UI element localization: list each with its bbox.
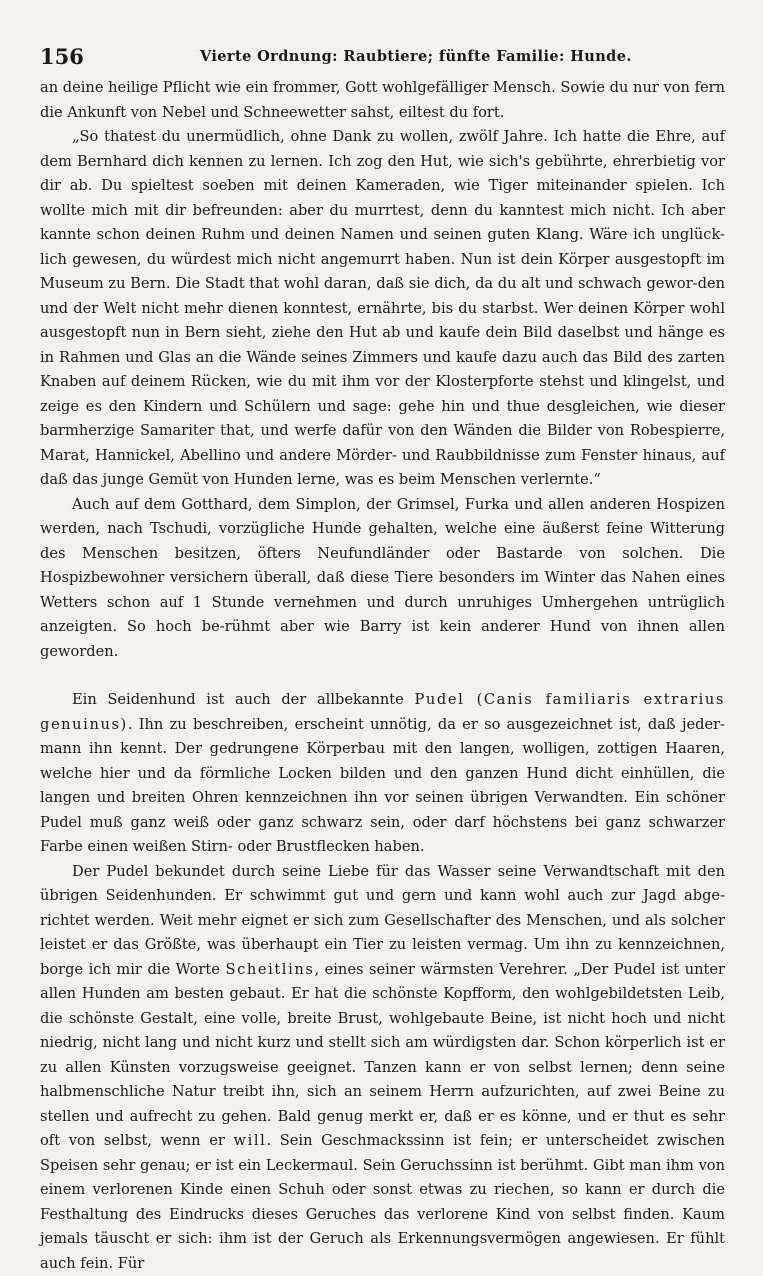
emphasized-will: will [234, 1132, 267, 1149]
pudel-intro-lead: Ein Seidenhund ist auch der allbekannte [72, 691, 414, 708]
paragraph-pudel-intro [40, 688, 725, 860]
section-gap [40, 664, 725, 688]
paragraph-pudel-character [40, 860, 725, 1276]
pudel-character-tail: . Sein Geschmackssinn ist fein; er unterscheidet zwischen Speisen sehr genau; er ist ein Leckermaul. Sein Geruchssinn ist berühmt. Gibt man ihm von einem verlorenen Kinde einen Schuh oder sonst etwas zu riechen, so kann er durch die Festhaltung des Eindrucks dieses Geruches das verlorene Kind von selbst finden. Kaum jemals täuscht er sich: ihm ist der Geruch als Erkennungsvermögen angewiesen. Er fühlt auch fein. Für [40, 1132, 725, 1272]
pudel-term: Pudel (Canis familiaris extrarius genuinus) [40, 691, 725, 733]
page-body [40, 76, 725, 1276]
paragraph-hospices: Auch auf dem Gotthard, dem Simplon, der Grimsel, Furka und allen anderen Hospizen werden, nach Tschudi, vorzügliche Hunde gehalten, welche eine äußerst feine Witterung des Menschen besitzen, öfters Neufundländer oder Bastarde von solchen. Die Hospizbewohner versichern überall, daß diese Tiere besonders im Winter das Nahen eines Wetters schon auf 1 Stunde vernehmen und durch unruhiges Umhergehen untrüglich anzeigten. So hoch be-rühmt aber wie Barry ist kein anderer Hund von ihnen allen geworden. [40, 493, 725, 665]
pudel-character-middle: , eines seiner wärmsten Verehrer. „Der Pudel ist unter allen Hunden am besten gebaut. Er hat die schönste Kopfform, den wohlgebildetsten Leib, die schönste Gestalt, eine volle, breite Brust, wohlgebaute Beine, ist nicht hoch und nicht niedrig, nicht lang und nicht kurz und stellt sich am würdigsten dar. Schon körperlich ist er zu allen Künsten vorzugsweise geeignet. Tanzen kann er von selbst lernen; denn seine halbmenschliche Natur treibt ihn, sich an seinem Herrn aufzurichten, auf zwei Beine zu stellen und aufrecht zu gehen. Bald genug merkt er, daß er es könne, und er thut es sehr oft von selbst, wenn er [40, 961, 725, 1150]
pudel-intro-rest: . Ihn zu beschreiben, erscheint unnötig, da er so ausgezeichnet ist, daß jeder-mann ihn kennt. Der gedrungene Körperbau mit den langen, wolligen, zottigen Haaren, welche hier und da förmliche Locken bilden und den ganzen Hund dicht einhüllen, die langen und breiten Ohren kennzeichnen ihn vor seinen übrigen Verwandten. Ein schöner Pudel muß ganz weiß oder ganz schwarz sein, oder darf höchstens bei ganz schwarzer Farbe einen weißen Stirn- oder Brustflecken haben. [40, 716, 725, 856]
page-number: 156 [40, 44, 84, 69]
author-name-scheitlin: Scheitlins [225, 961, 314, 978]
paragraph-barry-eulogy: „So thatest du unermüdlich, ohne Dank zu wollen, zwölf Jahre. Ich hatte die Ehre, auf dem Bernhard dich kennen zu lernen. Ich zog den Hut, wie sich's gebührte, ehrerbietig vor dir ab. Du spieltest soeben mit deinen Kameraden, wie Tiger miteinander spielen. Ich wollte mich mit dir befreunden: aber du murrtest, denn du kanntest mich nicht. Ich aber kannte schon deinen Ruhm und deinen Namen und seinen guten Klang. Wäre ich unglück-lich gewesen, du würdest mich nicht angemurrt haben. Nun ist dein Körper ausgestopft im Museum zu Bern. Die Stadt that wohl daran, daß sie dich, da du alt und schwach gewor-den und der Welt nicht mehr dienen konntest, ernährte, bis du starbst. Wer deinen Körper wohl ausgestopft nun in Bern sieht, ziehe den Hut ab und kaufe dein Bild daselbst und hänge es in Rahmen und Glas an die Wände seines Zimmers und kaufe dazu auch das Bild des zarten Knaben auf deinem Rücken, wie du mit ihm vor der Klosterpforte stehst und klingelst, und zeige es den Kindern und Schülern und sage: gehe hin und thue desgleichen, wie dieser barmherzige Samariter that, und werfe dafür von den Wänden die Bilder von Robespierre, Marat, Hannickel, Abellino und andere Mörder- und Raubbildnisse zum Fenster hinaus, auf daß das junge Gemüt von Hunden lerne, was es beim Menschen verlernte.“ [40, 125, 725, 493]
running-head: Vierte Ordnung: Raubtiere; fünfte Familie: Hunde. [200, 48, 632, 65]
pudel-character-lead: Der Pudel bekundet durch seine Liebe für das Wasser seine Verwandtschaft mit den übrigen Seidenhunden. Er schwimmt gut und gern und kann wohl auch zur Jagd abge-richtet werden. Weit mehr eignet er sich zum Gesellschafter des Menschen, und als solcher leistet er das Größte, was überhaupt ein Tier zu leisten vermag. Um ihn zu kennzeichnen, borge ich mir die Worte [40, 863, 725, 978]
paragraph-barry-end: an deine heilige Pflicht wie ein frommer, Gott wohlgefälliger Mensch. Sowie du nur von fern die Ankunft von Nebel und Schneewetter sahst, eiltest du fort. [40, 76, 725, 125]
page-header [40, 40, 725, 76]
